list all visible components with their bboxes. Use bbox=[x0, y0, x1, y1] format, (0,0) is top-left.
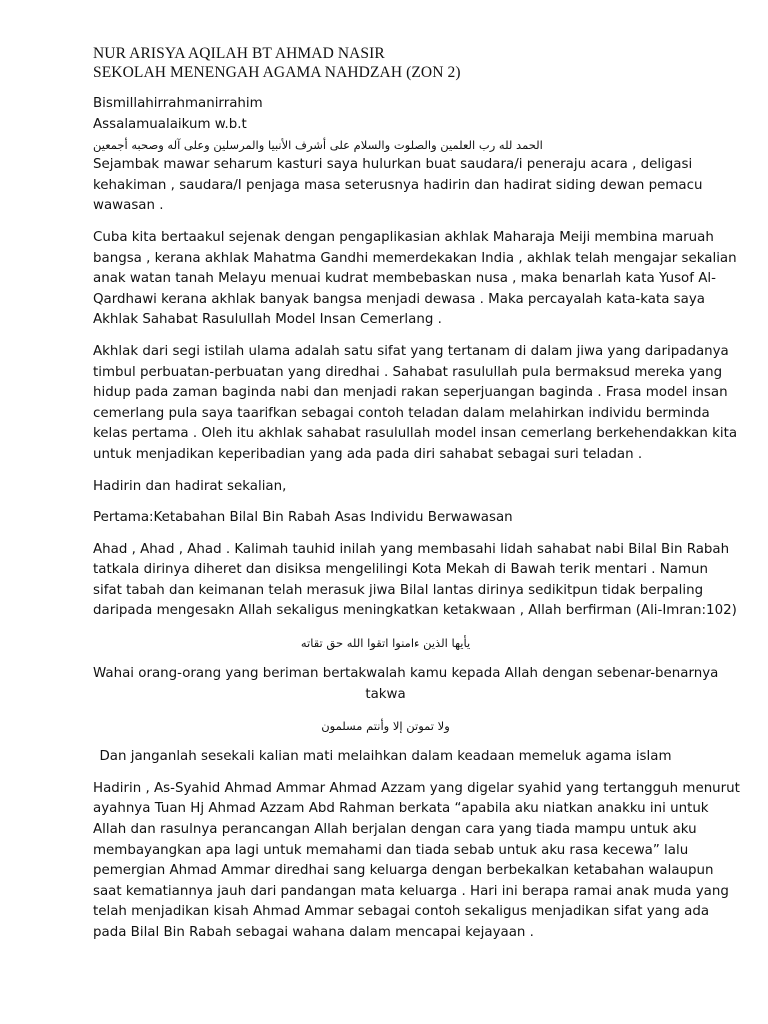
section-heading-paragraph bbox=[93, 508, 678, 529]
paragraph-line: Ahad , Ahad , Ahad . Kalimah tauhid inilah yang membasahi lidah sahabat nabi Bilal Bin Rabah bbox=[93, 541, 730, 557]
arabic-verse-1: يأيها الذين ءامنوا اتقوا الله حق تقاته bbox=[300, 636, 471, 651]
paragraph-ahmad-ammar bbox=[93, 779, 740, 944]
paragraph-line: Hadirin , As-Syahid Ahmad Ammar Ahmad Azzam yang digelar syahid yang tertangguh menurut bbox=[93, 780, 740, 796]
verse-2-block bbox=[93, 716, 678, 736]
paragraph-line: pada Bilal Bin Rabah sebagai wahana dalam mencapai kejayaan . bbox=[93, 925, 534, 940]
paragraph-line: daripada mengesakn Allah sekaligus meningkatkan ketakwaan , Allah berfirman (Ali-Imran:102) bbox=[93, 603, 737, 619]
document-header bbox=[93, 44, 461, 82]
paragraph-line: anak watan tanah Melayu menuai kudrat membebaskan nusa , maka benarlah kata Yusof Al- bbox=[93, 271, 716, 287]
paragraph-line: Sejambak mawar seharum kasturi saya hulurkan buat saudara/i peneraju acara , deligasi bbox=[93, 157, 693, 173]
school-name: SEKOLAH MENENGAH AGAMA NAHDZAH (ZON 2) bbox=[93, 64, 461, 81]
bismillah-text: Bismillahirrahmanirrahim bbox=[93, 96, 263, 111]
translation-2-block bbox=[93, 747, 678, 768]
paragraph-line: kehakiman , saudara/I penjaga masa seterusnya hadirin dan hadirat siding dewan pemacu bbox=[93, 177, 703, 193]
paragraph-line: Akhlak Sahabat Rasulullah Model Insan Cemerlang . bbox=[93, 312, 442, 328]
paragraph-line: untuk menjadikan keperibadian yang ada pada diri sahabat sebagai suri teladan . bbox=[93, 446, 643, 462]
paragraph-line: Allah dan rasulnya perancangan Allah berjalan dengan cara yang tiada mampu untuk aku bbox=[93, 822, 697, 838]
paragraph-line: tatkala dirinya diheret dan disiksa mengelilingi Kota Mekah di Bawah terik mentari . Namun bbox=[93, 562, 708, 578]
opening-section bbox=[93, 94, 678, 155]
verse-1-block bbox=[93, 633, 678, 653]
translation-line: Wahai orang-orang yang beriman bertakwalah kamu kepada Allah dengan sebenar-benarnya bbox=[93, 666, 719, 682]
paragraph-line: telah menjadikan kisah Ahmad Ammar sebagai contoh sekaligus menjadikan sifat yang ada bbox=[93, 904, 710, 920]
section-heading: Pertama:Ketabahan Bilal Bin Rabah Asas Individu Berwawasan bbox=[93, 510, 513, 526]
author-name: NUR ARISYA AQILAH BT AHMAD NASIR bbox=[93, 45, 385, 62]
translation-line: Dan janganlah sesekali kalian mati melaihkan dalam keadaan memeluk agama islam bbox=[99, 749, 672, 765]
paragraph-line: hidup pada zaman baginda nabi dan menjadi rakan seperjuangan baginda . Frasa model insan bbox=[93, 385, 728, 401]
paragraph-line: Akhlak dari segi istilah ulama adalah satu sifat yang tertanam di dalam jiwa yang daripadanya bbox=[93, 343, 729, 359]
arabic-hamdalah: الحمد لله رب العلمين والصلوت والسلام على أشرف الأنبيا والمرسلين وعلى آله وصحبه أجمعين bbox=[93, 138, 543, 153]
salam-text: Assalamualaikum w.b.t bbox=[93, 116, 247, 132]
paragraph-line: saat kematiannya jauh dari pandangan mata keluarga . Hari ini berapa ramai anak muda yang bbox=[93, 883, 729, 899]
paragraph-line: membayangkan apa lagi untuk memahami dan tiada sebab untuk aku rasa kecewa” lalu bbox=[93, 842, 689, 858]
paragraph-2 bbox=[93, 228, 737, 331]
paragraph-line: pemergian Ahmad Ammar diredhai sang keluarga dengan berbekalkan ketabahan walaupun bbox=[93, 863, 714, 879]
paragraph-line: sifat tabah dan keimanan telah merasuk jiwa Bilal lantas dirinya sedikitpun tidak berpaling bbox=[93, 582, 704, 598]
paragraph-line: kelas pertama . Oleh itu akhlak sahabat rasulullah model insan cemerlang berkehendakkan kita bbox=[93, 426, 738, 442]
paragraph-line: timbul perbuatan-perbuatan yang diredhai . Sahabat rasulullah pula bermaksud mereka yang bbox=[93, 364, 723, 380]
paragraph-line: wawasan . bbox=[93, 198, 164, 214]
paragraph-3 bbox=[93, 342, 738, 466]
paragraph-line: Qardhawi kerana akhlak banyak bangsa menjadi dewasa . Maka percayalah kata-kata saya bbox=[93, 291, 705, 307]
speech-body bbox=[93, 94, 740, 955]
paragraph-line: Cuba kita bertaakul sejenak dengan pengaplikasian akhlak Maharaja Meiji membina maruah bbox=[93, 229, 714, 245]
paragraph-line: Hadirin dan hadirat sekalian, bbox=[93, 478, 287, 494]
paragraph-line: ayahnya Tuan Hj Ahmad Azzam Abd Rahman berkata “apabila aku niatkan anakku ini untuk bbox=[93, 801, 709, 817]
arabic-verse-2: ولا تموتن إلا وأنتم مسلمون bbox=[321, 719, 450, 734]
translation-line: takwa bbox=[365, 686, 406, 702]
paragraph-bilal bbox=[93, 540, 737, 622]
greeting-paragraph bbox=[93, 477, 678, 498]
paragraph-line: bangsa , kerana akhlak Mahatma Gandhi memerdekakan India , akhlak telah mengajar sekalian bbox=[93, 250, 737, 266]
paragraph-1 bbox=[93, 155, 703, 217]
translation-1-block bbox=[93, 664, 719, 705]
paragraph-line: cemerlang pula saya taarifkan sebagai contoh teladan dalam melahirkan individu berminda bbox=[93, 405, 710, 421]
